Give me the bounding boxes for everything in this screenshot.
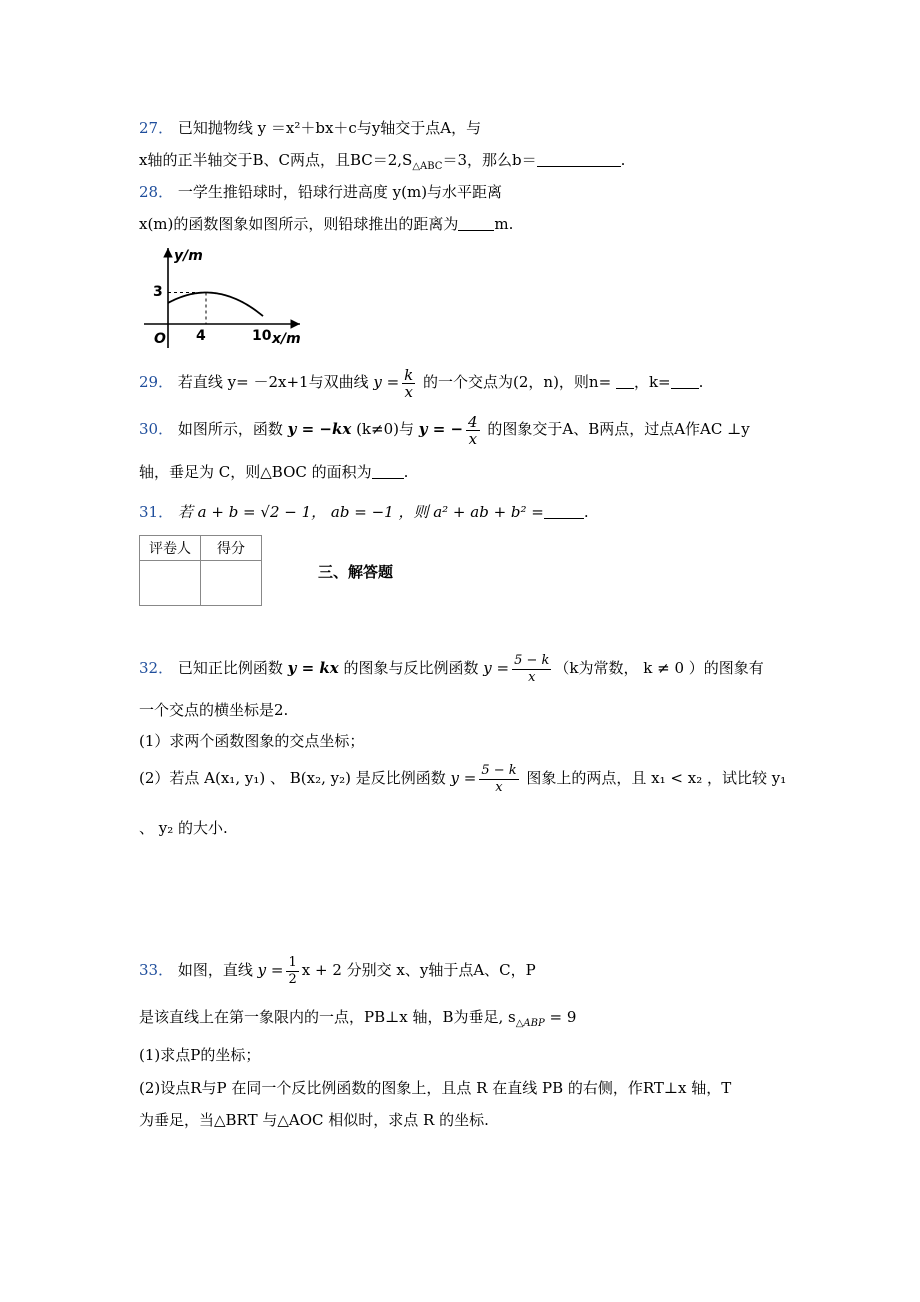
q27-text2b: ＝3，那么b＝ bbox=[442, 151, 537, 169]
q32-text-post: （k为常数， k ≠ 0 ）的图象有 bbox=[554, 659, 764, 677]
q33-part3 bbox=[139, 1110, 489, 1130]
q32-part2-pre: (2）若点 A(x₁, y₁) 、 B(x₂, y₂) 是反比例函数 bbox=[139, 769, 451, 787]
q33-text2b: = 9 bbox=[544, 1008, 577, 1026]
q31-line bbox=[139, 502, 589, 522]
q29-text-pre: 若直线 y= －2x+1与双曲线 bbox=[177, 373, 374, 391]
q33-subscript: △ABP bbox=[515, 1018, 545, 1029]
q32-part2 bbox=[139, 758, 786, 798]
q33-frac-den: 2 bbox=[288, 971, 297, 987]
origin-label: O bbox=[154, 331, 166, 347]
q28-end: m. bbox=[494, 215, 514, 233]
q27-line2 bbox=[139, 150, 625, 170]
q27-answer-blank bbox=[537, 152, 621, 167]
q32-line1 bbox=[139, 648, 764, 688]
q33-part2 bbox=[139, 1078, 731, 1098]
q33-part3-text: 为垂足，当△BRT 与△AOC 相似时，求点 R 的坐标. bbox=[139, 1111, 489, 1129]
q33-part2-text: (2)设点R与P 在同一个反比例函数的图象上，且点 R 在直线 PB 的右侧，作RT⊥x 轴，T bbox=[139, 1079, 732, 1097]
x-tick-4: 4 bbox=[196, 328, 206, 344]
q31-text: 若 a + b = √2 − 1， ab = −1 ，则 a² + ab + b² = bbox=[177, 503, 544, 521]
q33-text2: 是该直线上在第一象限内的一点，PB⊥x 轴，B为垂足, s bbox=[139, 1008, 516, 1026]
q27-number: 27． bbox=[139, 119, 174, 137]
q29-frac-num: k bbox=[404, 365, 414, 384]
q32-frac-den: x bbox=[528, 669, 536, 685]
q30-func2: y = − bbox=[418, 420, 464, 438]
plot-area bbox=[168, 293, 263, 325]
score-table bbox=[139, 535, 262, 606]
q32-y-eq: y = bbox=[483, 659, 510, 677]
q31-answer-blank bbox=[544, 504, 584, 519]
q32-part1-text: (1）求两个函数图象的交点坐标； bbox=[139, 732, 365, 750]
q29-text-post: 的一个交点为(2，n)，则n= bbox=[418, 373, 616, 391]
q28-text2: x(m)的函数图象如图所示，则铅球推出的距离为 bbox=[139, 215, 459, 233]
q29-frac-den: x bbox=[404, 382, 413, 401]
q28-line1 bbox=[139, 182, 502, 202]
q29-number: 29． bbox=[139, 373, 174, 391]
q30-number: 30． bbox=[139, 420, 174, 438]
q32-part2-line2 bbox=[139, 818, 228, 838]
q30-frac-num: 4 bbox=[468, 412, 478, 431]
score-table-cell-grader bbox=[140, 561, 201, 606]
q32-part2-y-eq: y = bbox=[450, 769, 477, 787]
q29-y-eq: y = bbox=[373, 373, 400, 391]
trajectory-curve bbox=[168, 293, 263, 317]
q32-part2-line2-text: 、 y₂ 的大小. bbox=[139, 819, 228, 837]
q33-frac-num: 1 bbox=[288, 954, 297, 970]
shot-put-graph bbox=[140, 240, 310, 355]
q32-frac-num: 5 − k bbox=[514, 652, 550, 668]
q33-text-post: x + 2 分别交 x、y轴于点A、C，P bbox=[301, 961, 536, 979]
q30-text-post: 的图象交于A、B两点，过点A作AC ⊥y bbox=[482, 420, 750, 438]
q33-line1 bbox=[139, 950, 536, 990]
q30-func1: y = −kx bbox=[287, 420, 352, 438]
q28-number: 28． bbox=[139, 183, 174, 201]
q32-part1 bbox=[139, 731, 364, 751]
q32-part2-post: 图象上的两点，且 x₁ < x₂ ，试比较 y₁ bbox=[521, 769, 787, 787]
q33-y-eq: y = bbox=[257, 961, 284, 979]
score-table-header-grader: 评卷人 bbox=[140, 536, 201, 561]
q32-text-pre: 已知正比例函数 bbox=[177, 659, 288, 677]
q27-text2: x轴的正半轴交于B、C两点，且BC＝2,S bbox=[139, 151, 413, 169]
y-axis-label: y/m bbox=[174, 248, 203, 264]
q30-end: . bbox=[403, 463, 409, 481]
q28-line2 bbox=[139, 214, 513, 234]
q27-line1 bbox=[139, 118, 481, 138]
q29-end: . bbox=[698, 373, 704, 391]
x-tick-10: 10 bbox=[252, 328, 272, 344]
q29-line bbox=[139, 362, 703, 402]
q33-part1-text: (1)求点P的坐标； bbox=[139, 1046, 261, 1064]
section-title: 三、解答题 bbox=[318, 563, 394, 581]
q29-fraction bbox=[402, 367, 415, 400]
y-tick-3: 3 bbox=[153, 284, 163, 300]
q30-line2 bbox=[139, 462, 408, 482]
q30-text-pre: 如图所示，函数 bbox=[177, 420, 288, 438]
q31-end: . bbox=[583, 503, 589, 521]
q32-text-mid: 的图象与反比例函数 bbox=[338, 659, 484, 677]
q28-answer-blank bbox=[458, 216, 494, 231]
q30-k-condition: (k≠0)与 bbox=[351, 420, 419, 438]
score-table-header-score: 得分 bbox=[201, 536, 262, 561]
q32-part2-fraction bbox=[479, 763, 518, 796]
q32-part2-frac-den: x bbox=[495, 779, 503, 795]
q30-answer-blank bbox=[372, 464, 404, 479]
q30-text2: 轴，垂足为 C，则△BOC 的面积为 bbox=[139, 463, 372, 481]
q27-text1: 已知抛物线 y ＝x²＋bx＋c与y轴交于点A，与 bbox=[177, 119, 482, 137]
q27-end: . bbox=[620, 151, 626, 169]
q32-text2: 一个交点的横坐标是2. bbox=[139, 701, 289, 719]
q33-number: 33． bbox=[139, 961, 174, 979]
q30-fraction bbox=[466, 414, 480, 447]
q33-part1 bbox=[139, 1045, 260, 1065]
q30-line1 bbox=[139, 409, 750, 449]
q27-subscript: △ABC bbox=[412, 161, 443, 172]
q33-line2 bbox=[139, 1007, 576, 1027]
score-table-cell-score bbox=[201, 561, 262, 606]
q29-n-blank bbox=[616, 374, 634, 389]
q32-part2-frac-num: 5 − k bbox=[481, 762, 517, 778]
q32-func1: y = kx bbox=[287, 659, 339, 677]
q31-number: 31． bbox=[139, 503, 174, 521]
q33-text-pre: 如图，直线 bbox=[177, 961, 258, 979]
q29-k-blank bbox=[671, 374, 699, 389]
x-axis-label: x/m bbox=[272, 331, 301, 347]
q30-frac-den: x bbox=[468, 429, 478, 448]
q32-number: 32． bbox=[139, 659, 174, 677]
q33-fraction bbox=[286, 955, 298, 988]
q32-line2 bbox=[139, 700, 288, 720]
q29-text-mid: ，k= bbox=[633, 373, 671, 391]
q28-text1: 一学生推铅球时，铅球行进高度 y(m)与水平距离 bbox=[177, 183, 503, 201]
q32-fraction bbox=[512, 653, 551, 686]
